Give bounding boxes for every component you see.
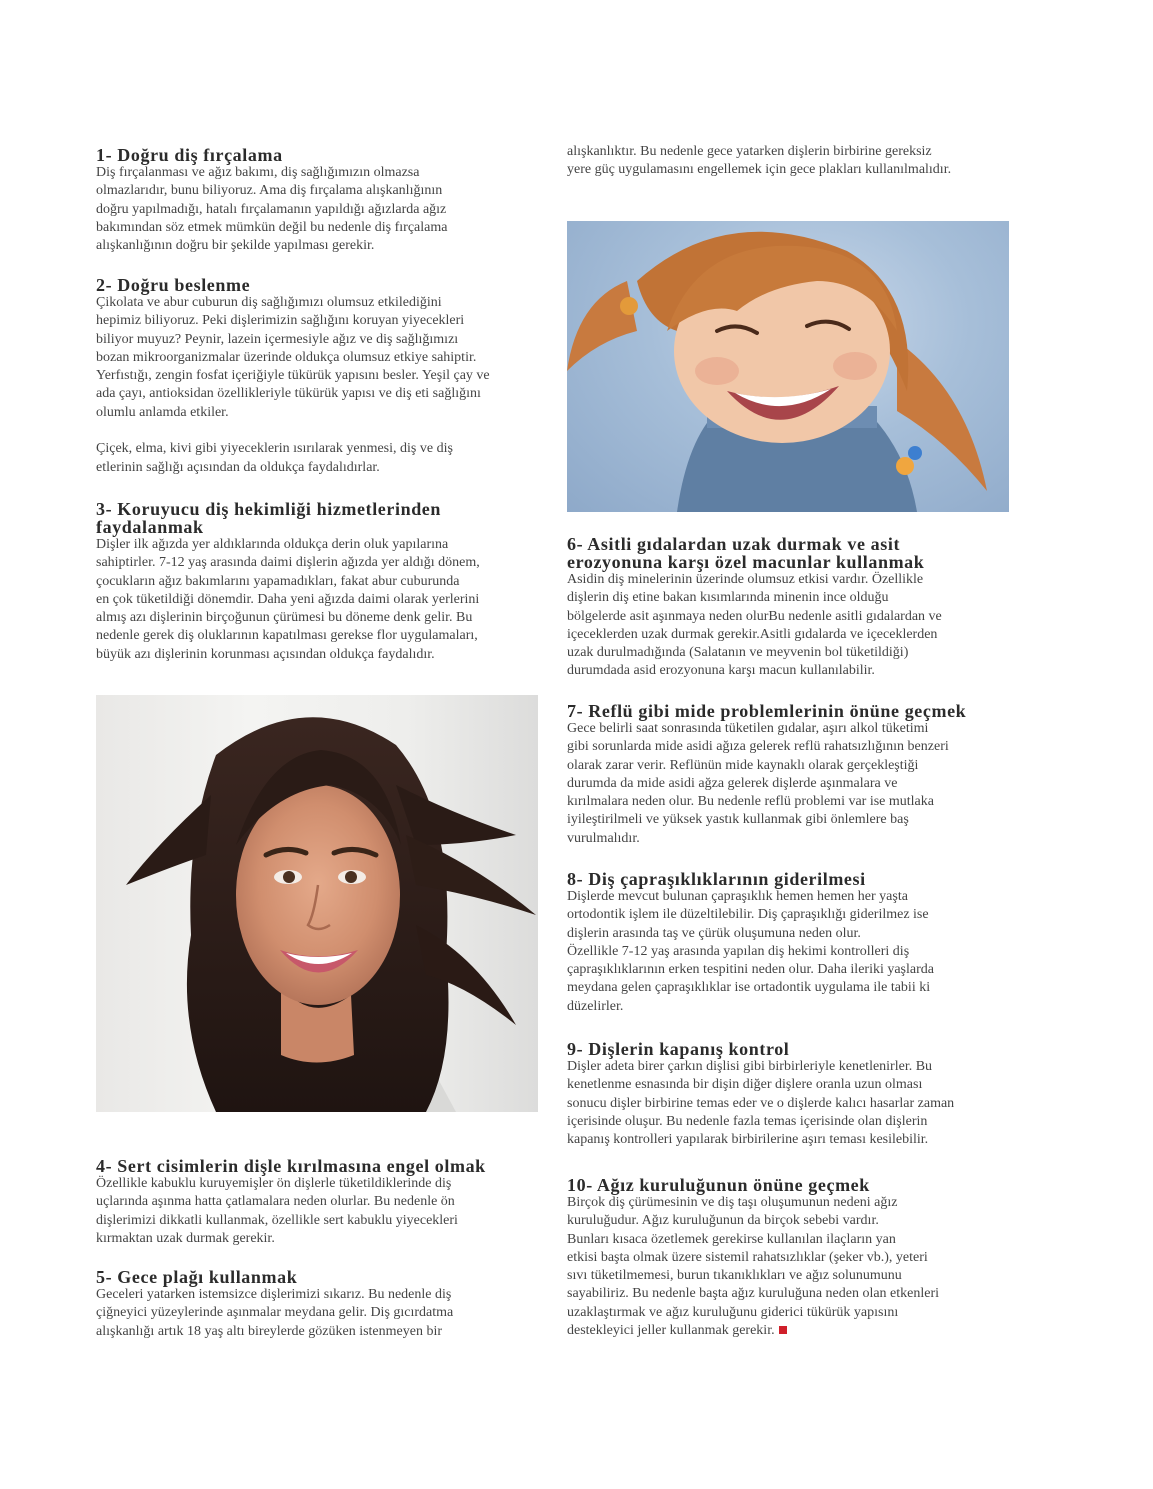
section-3: [96, 500, 546, 664]
section-body: Diş fırçalanması ve ağız bakımı, diş sağlığımızın olmazsa olmazlarıdır, bunu biliyoruz. Ama diş fırçalama alışkanlığının doğru yapılmadığı, hatalı fırçalamanın yapıldığı ağızlarda ağız bakımından söz etmek mümkün değil bu nedenle diş fırçalama alışkanlığının doğru bir şekilde yapılması gerekir.: [96, 165, 448, 254]
section-title: 9- Dişlerin kapanış kontrol: [567, 1039, 790, 1059]
section-5-continuation: alışkanlıktır. Bu nedenle gece yatarken dişlerin birbirine gereksiz yere güç uygulamasını engellemek için gece plakları kullanılmalıdır.: [567, 144, 952, 178]
section-8: [567, 870, 1017, 1016]
section-title: 4- Sert cisimlerin dişle kırılmasına engel olmak: [96, 1156, 486, 1176]
section-1: [96, 146, 546, 255]
section-4: [96, 1157, 546, 1248]
section-body: Dişler adeta birer çarkın dişlisi gibi birbirleriyle kenetlenirler. Bu kenetlenme esnasında bir dişin diğer dişlere oranla uzun olması sonucu dişler birbirine temas eder ve o dişlerde kalıcı hasarlar zaman içerisinde oluşur. Bu nedenle fazla temas içerisinde olan dişlerin kapanış kontrolleri yapılarak birbirilerine aşırı teması kesilebilir.: [567, 1059, 955, 1148]
section-body: Asidin diş minelerinin üzerinde olumsuz etkisi vardır. Özellikle dişlerin diş etine bakan kısımlarında minenin ince olduğu bölgelerde asit aşınmaya neden olurBu nedenle asitli gıdalardan ve içeceklerden uzak durmak gerekir.Asitli gıdalarda ve içeceklerden uzak durulmadığında (Salatanın ve meyvenin bol tüketildiği) durumdada asid erozyonuna karşı macun kullanılabilir.: [567, 572, 942, 679]
section-6: [567, 535, 1017, 681]
section-title: 10- Ağız kuruluğunun önüne geçmek: [567, 1175, 870, 1195]
article-end-marker: [779, 1326, 787, 1334]
section-body: Dişler ilk ağızda yer aldıklarında oldukça derin oluk yapılarına sahiptirler. 7-12 yaş arasında daimi dişlerin ağızda yer aldığı dönem, çocukların ağız bakımlarını yapamadıkları, fakat abur cuburunda en çok tüketildiği dönemdir. Daha yeni ağızda daimi olarak yerlerini almış azı dişlerinin birçoğunun çürümesi bu döneme denk gelir. Bu nedenle gerek diş oluklarının kapatılması gerekse flor uygulamaları, büyük azı dişlerinin korunması açısından oldukça faydalıdır.: [96, 537, 480, 662]
section-5: [96, 1268, 546, 1341]
section-2: [96, 276, 546, 477]
section-10: [567, 1176, 1017, 1340]
section-body: Özellikle kabuklu kuruyemişler ön dişlerle tüketildiklerinde diş uçlarında aşınma hatta çatlamalara neden olurlar. Bu nedenle ön dişlerimizi dikkatli kullanmak, özellikle sert kabuklu yiyecekleri kırmaktan uzak durmak gerekir.: [96, 1176, 458, 1246]
section-body: Dişlerde mevcut bulunan çapraşıklık hemen hemen her yaşta ortodontik işlem ile düzeltilebilir. Diş çapraşıklığı giderilmez ise dişlerin arasında taş ve çürük oluşumuna neden olur. Özellikle 7-12 yaş arasında yapılan diş hekimi kontrolleri diş çapraşıklıklarının erken tespitini neden olur. Daha ileriki yaşlarda meydana gelen çapraşıklıklar ise ortadontik uygulama ile tabii ki düzelirler.: [567, 889, 934, 1014]
section-body-text: Birçok diş çürümesinin ve diş taşı oluşumunun nedeni ağız kuruluğudur. Ağız kuruluğunun da birçok sebebi vardır. Bunları kısaca özetlemek gerekirse kullanılan ilaçların yan etkisi başta olmak üzere sistemil rahatsızlıklar (şeker vb.), yeteri sıvı tüketilmemesi, burun tıkanıklıkları ve ağız solunumunu sayabiliriz. Bu nedenle başta ağız kuruluğuna neden olan etkenleri uzaklaştırmak ve ağız kuruluğunu giderici tükürük yapısını destekleyici jeller kullanmak gerekir.: [567, 1195, 940, 1339]
section-title: 2- Doğru beslenme: [96, 275, 251, 295]
section-body: Geceleri yatarken istemsizce dişlerimizi sıkarız. Bu nedenle diş çiğneyici yüzeylerinde aşınmalar meydana gelir. Diş gıcırdatma alışkanlığı artık 18 yaş altı bireylerde gözüken istenmeyen bir: [96, 1287, 454, 1339]
section-body: Gece belirli saat sonrasında tüketilen gıdalar, aşırı alkol tüketimi gibi sorunlarda mide asidi ağıza gelerek reflü rahatsızlığının benzeri olarak zarar verir. Reflünün mide kaynaklı olarak gerçekleştiği durumda da mide asidi ağza gelerek dişlerde aşınmalara ve kırılmalara neden olur. Bu nedenle reflü problemi var ise mutlaka iyileştirilmeli ve yüksek yastık kullanmak gibi önlemlere baş vurulmalıdır.: [567, 721, 949, 846]
section-9: [567, 1040, 1017, 1149]
section-body: [567, 1194, 1017, 1340]
section-title: 3- Koruyucu diş hekimliği hizmetlerinden faydalanmak: [96, 499, 442, 537]
girl-smiling-photo: [567, 221, 1009, 512]
section-7: [567, 702, 1017, 848]
section-title: 8- Diş çapraşıklıklarının giderilmesi: [567, 869, 866, 889]
woman-smiling-photo: [96, 695, 538, 1112]
section-title: 6- Asitli gıdalardan uzak durmak ve asit erozyonuna karşı özel macunlar kullanmak: [567, 534, 925, 572]
section-title: 7- Reflü gibi mide problemlerinin önüne geçmek: [567, 701, 967, 721]
section-body: Çikolata ve abur cuburun diş sağlığımızı olumsuz etkilediğini hepimiz biliyoruz. Peki dişlerimizin sağlığını koruyan yiyecekleri biliyor muyuz? Peynir, lazein içermesiyle ağız ve diş sağlığımızı bozan mikroorganizmalar üzerinde oldukça olumsuz etkiye sahiptir. Yerfıstığı, zengin fosfat içeriğiyle tükürük yapısını besler. Yeşil çay ve ada çayı, antioksidan özellikleriyle tükürük yapısı ve diş eti sağlığını olumlu anlamda etkiler. Çiçek, elma, kivi gibi yiyeceklerin ısırılarak yenmesi, diş ve diş etlerinin sağlığı açısından da oldukça faydalıdırlar.: [96, 295, 490, 475]
section-title: 5- Gece plağı kullanmak: [96, 1267, 298, 1287]
section-title: 1- Doğru diş fırçalama: [96, 145, 283, 165]
